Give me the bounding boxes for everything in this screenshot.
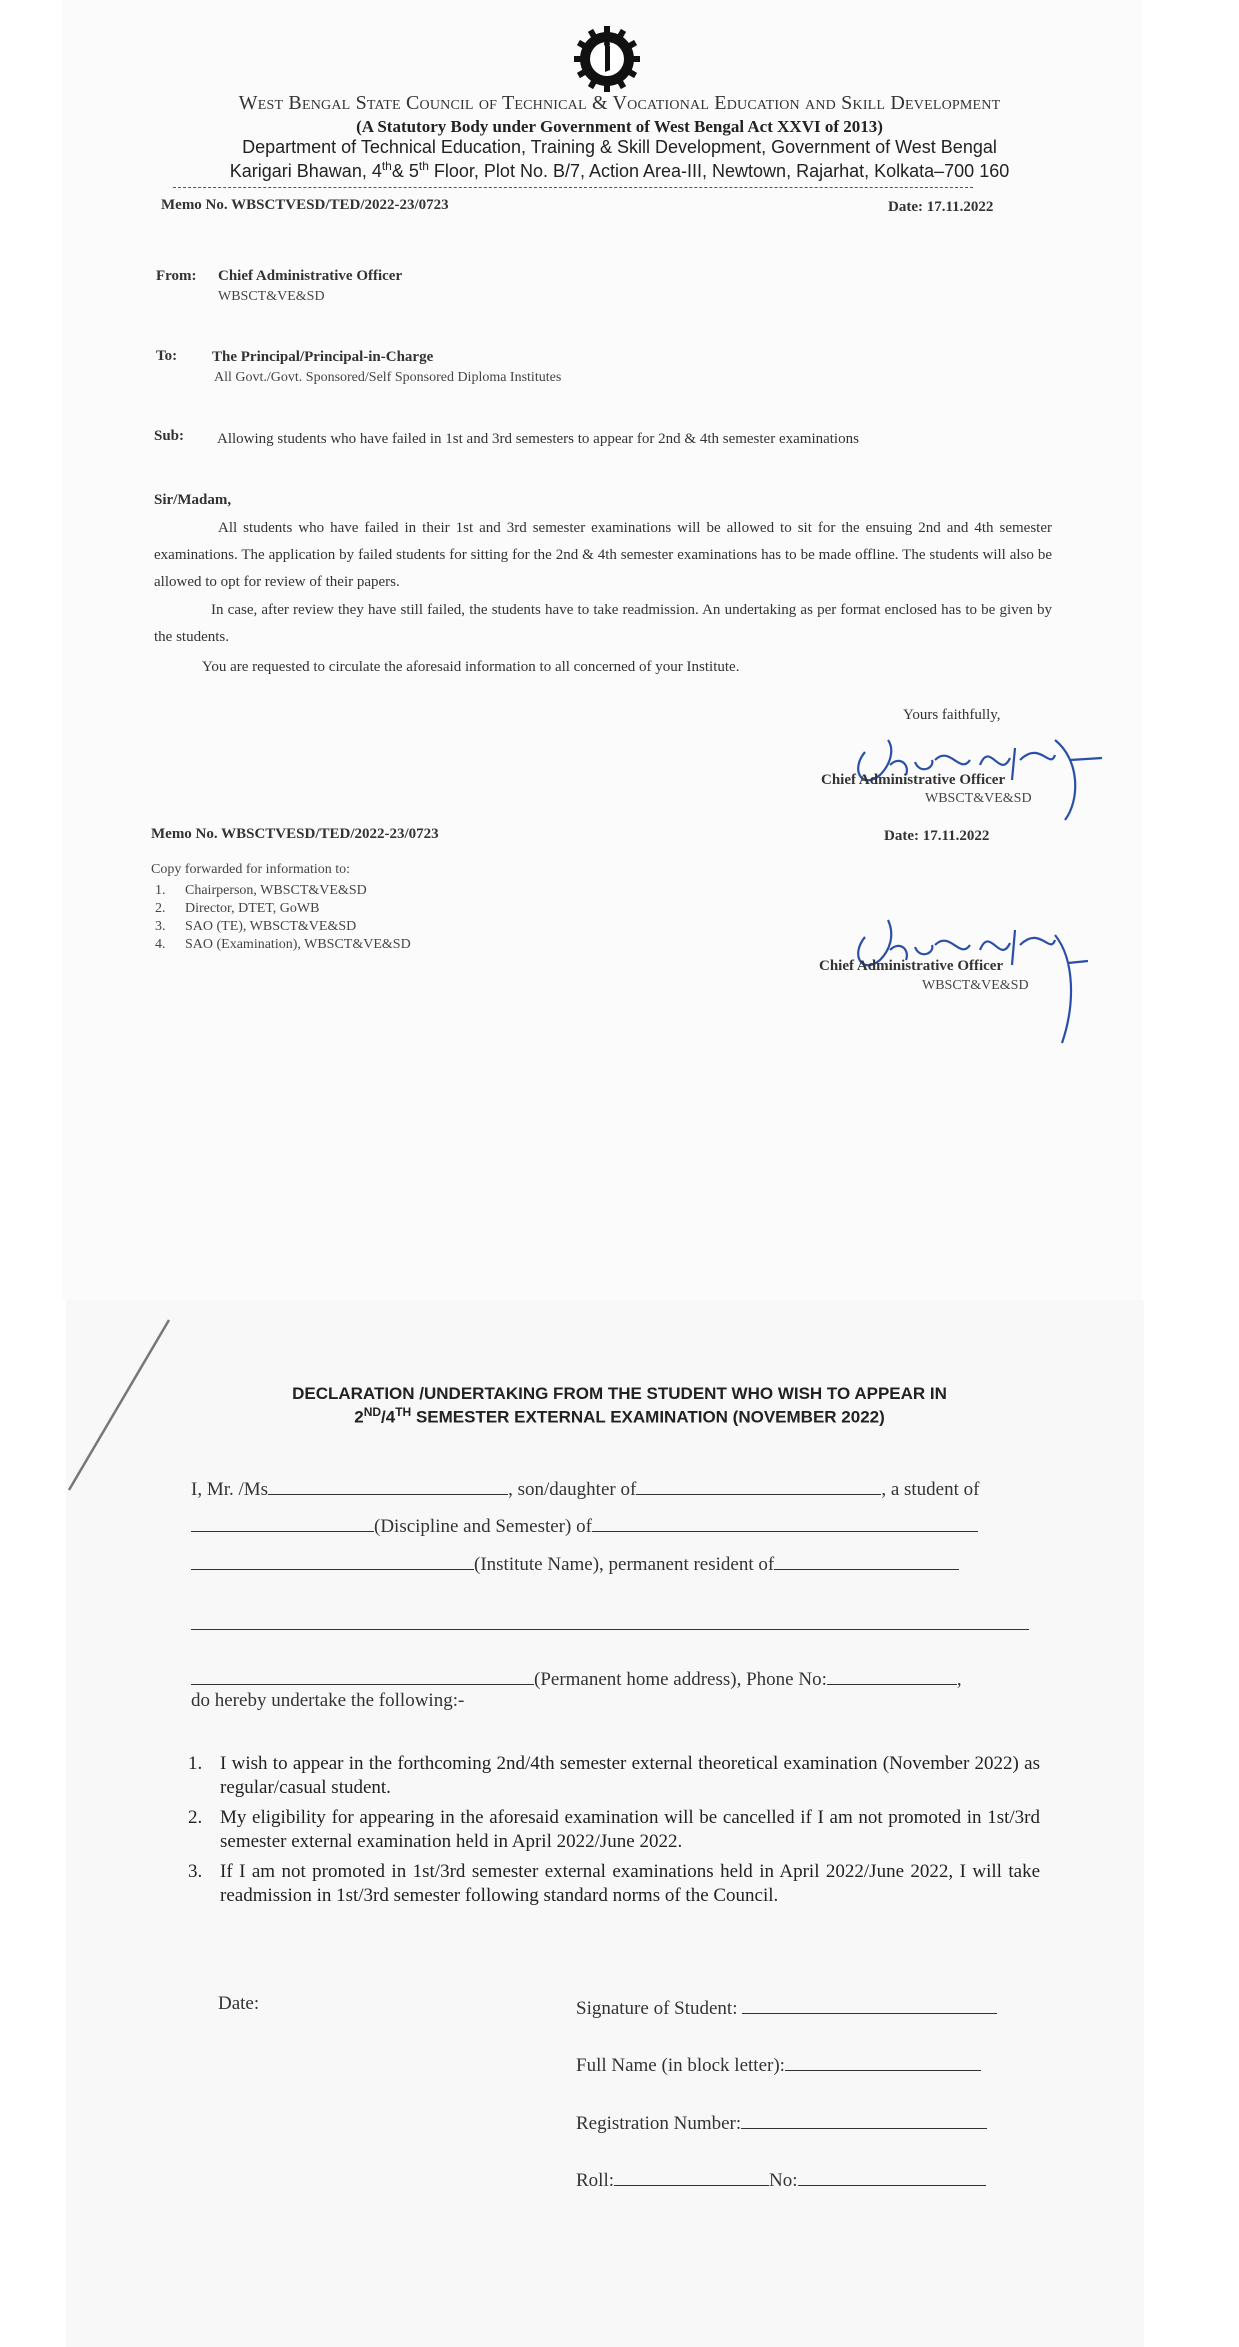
copy-memo-number: Memo No. WBSCTVESD/TED/2022-23/0723 <box>151 826 439 842</box>
resident-blank[interactable] <box>774 1551 959 1570</box>
address-blank[interactable] <box>191 1629 1029 1630</box>
discipline-blank[interactable] <box>191 1513 374 1532</box>
list-item: 2. Director, DTET, GoWB <box>155 901 320 916</box>
parent-name-blank[interactable] <box>636 1476 881 1495</box>
header-divider <box>173 187 973 188</box>
address-line: Karigari Bhawan, 4th& 5th Floor, Plot No. B/7, Action Area-III, Newtown, Rajarhat, Kolkata–700 160 <box>229 159 1010 181</box>
salutation: Sir/Madam, <box>154 492 232 508</box>
institute-name-blank[interactable] <box>191 1551 474 1570</box>
signature-field: Signature of Student: <box>576 1995 997 2020</box>
council-name: West Bengal State Council of Technical & Vocational Education and Skill Development <box>238 92 1001 114</box>
list-item: 3. If I am not promoted in 1st/3rd semester external examinations held in April 2022/June 2022, I will take readmission in 1st/3rd semester following standard norms of the Council. <box>188 1861 1040 1906</box>
form-line-3: (Institute Name), permanent resident of <box>191 1551 959 1576</box>
body-paragraph-1: All students who have failed in their 1st and 3rd semester examinations will be allowed to sit for the ensuing 2nd and 4th semester examinations. The application by failed students for sitting for the 2nd & 4th semester examinations has to be made offline. The students will also be allowed to opt for review of their papers. <box>154 520 1052 590</box>
roll-field: Roll: No: <box>576 2167 986 2192</box>
form-line-5: (Permanent home address), Phone No: , <box>191 1666 962 1691</box>
declaration-title-line-2: 2ND/4TH SEMESTER EXTERNAL EXAMINATION (NOVEMBER 2022) <box>354 1405 885 1427</box>
to-org: All Govt./Govt. Sponsored/Self Sponsored Diploma Institutes <box>214 370 562 385</box>
copy-date: Date: 17.11.2022 <box>884 828 990 844</box>
list-item: 3. SAO (TE), WBSCT&VE&SD <box>155 919 357 934</box>
body-paragraph-3: You are requested to circulate the aforesaid information to all concerned of your Institute. <box>202 659 740 675</box>
registration-blank[interactable] <box>741 2110 987 2129</box>
statutory-line: (A Statutory Body under Government of West Bengal Act XXVI of 2013) <box>356 117 883 136</box>
body-paragraph-2: In case, after review they have still failed, the students have to take readmission. An undertaking as per format enclosed has to be given by the students. <box>154 602 1052 645</box>
home-address-blank[interactable] <box>191 1666 534 1685</box>
institute-blank[interactable] <box>592 1513 978 1532</box>
from-label: From: <box>156 268 197 284</box>
to-title: The Principal/Principal-in-Charge <box>212 349 434 365</box>
form-line-2: (Discipline and Semester) of <box>191 1513 978 1538</box>
signature-2-image <box>840 905 1110 1045</box>
phone-blank[interactable] <box>827 1666 957 1685</box>
list-item: 2. My eligibility for appearing in the aforesaid examination will be cancelled if I am not promoted in 1st/3rd semester external examination held in April 2022/June 2022. <box>188 1807 1040 1852</box>
memo-number: Memo No. WBSCTVESD/TED/2022-23/0723 <box>161 197 449 213</box>
fullname-field: Full Name (in block letter): <box>576 2052 981 2077</box>
signature-blank[interactable] <box>742 1995 997 2014</box>
signature-1-org: WBSCT&VE&SD <box>925 791 1032 806</box>
subject-label: Sub: <box>154 428 185 444</box>
signature-2-title: Chief Administrative Officer <box>819 958 1004 974</box>
declaration-title-line-1: DECLARATION /UNDERTAKING FROM THE STUDENT WHO WISH TO APPEAR IN <box>292 1384 947 1403</box>
form-line-1: I, Mr. /Ms , son/daughter of , a student of <box>191 1476 979 1501</box>
roll-blank[interactable] <box>614 2167 769 2186</box>
signature-1-title: Chief Administrative Officer <box>821 772 1006 788</box>
copy-list <box>151 882 411 954</box>
date-label: Date: <box>218 1993 260 2014</box>
from-org: WBSCT&VE&SD <box>218 289 325 304</box>
to-label: To: <box>156 348 178 364</box>
list-item: 1. Chairperson, WBSCT&VE&SD <box>155 883 367 898</box>
list-item: 4. SAO (Examination), WBSCT&VE&SD <box>155 937 411 952</box>
list-item: 1. I wish to appear in the forthcoming 2nd/4th semester external theoretical examination (November 2022) as regular/casual student. <box>188 1753 1040 1798</box>
copy-heading: Copy forwarded for information to: <box>151 862 351 877</box>
undertake-line: do hereby undertake the following:- <box>191 1690 465 1711</box>
registration-field: Registration Number: <box>576 2110 987 2135</box>
subject-text: Allowing students who have failed in 1st and 3rd semesters to appear for 2nd & 4th semester examinations <box>217 431 859 447</box>
memo-date: Date: 17.11.2022 <box>888 199 994 215</box>
from-title: Chief Administrative Officer <box>218 268 403 284</box>
department-line: Department of Technical Education, Training & Skill Development, Government of West Bengal <box>242 137 997 157</box>
roll-no-blank[interactable] <box>798 2167 986 2186</box>
undertaking-list <box>188 1752 1040 1914</box>
fullname-blank[interactable] <box>785 2052 981 2071</box>
signature-2-org: WBSCT&VE&SD <box>922 978 1029 993</box>
closing: Yours faithfully, <box>903 707 1001 723</box>
council-emblem-icon <box>572 24 642 94</box>
student-name-blank[interactable] <box>268 1476 508 1495</box>
